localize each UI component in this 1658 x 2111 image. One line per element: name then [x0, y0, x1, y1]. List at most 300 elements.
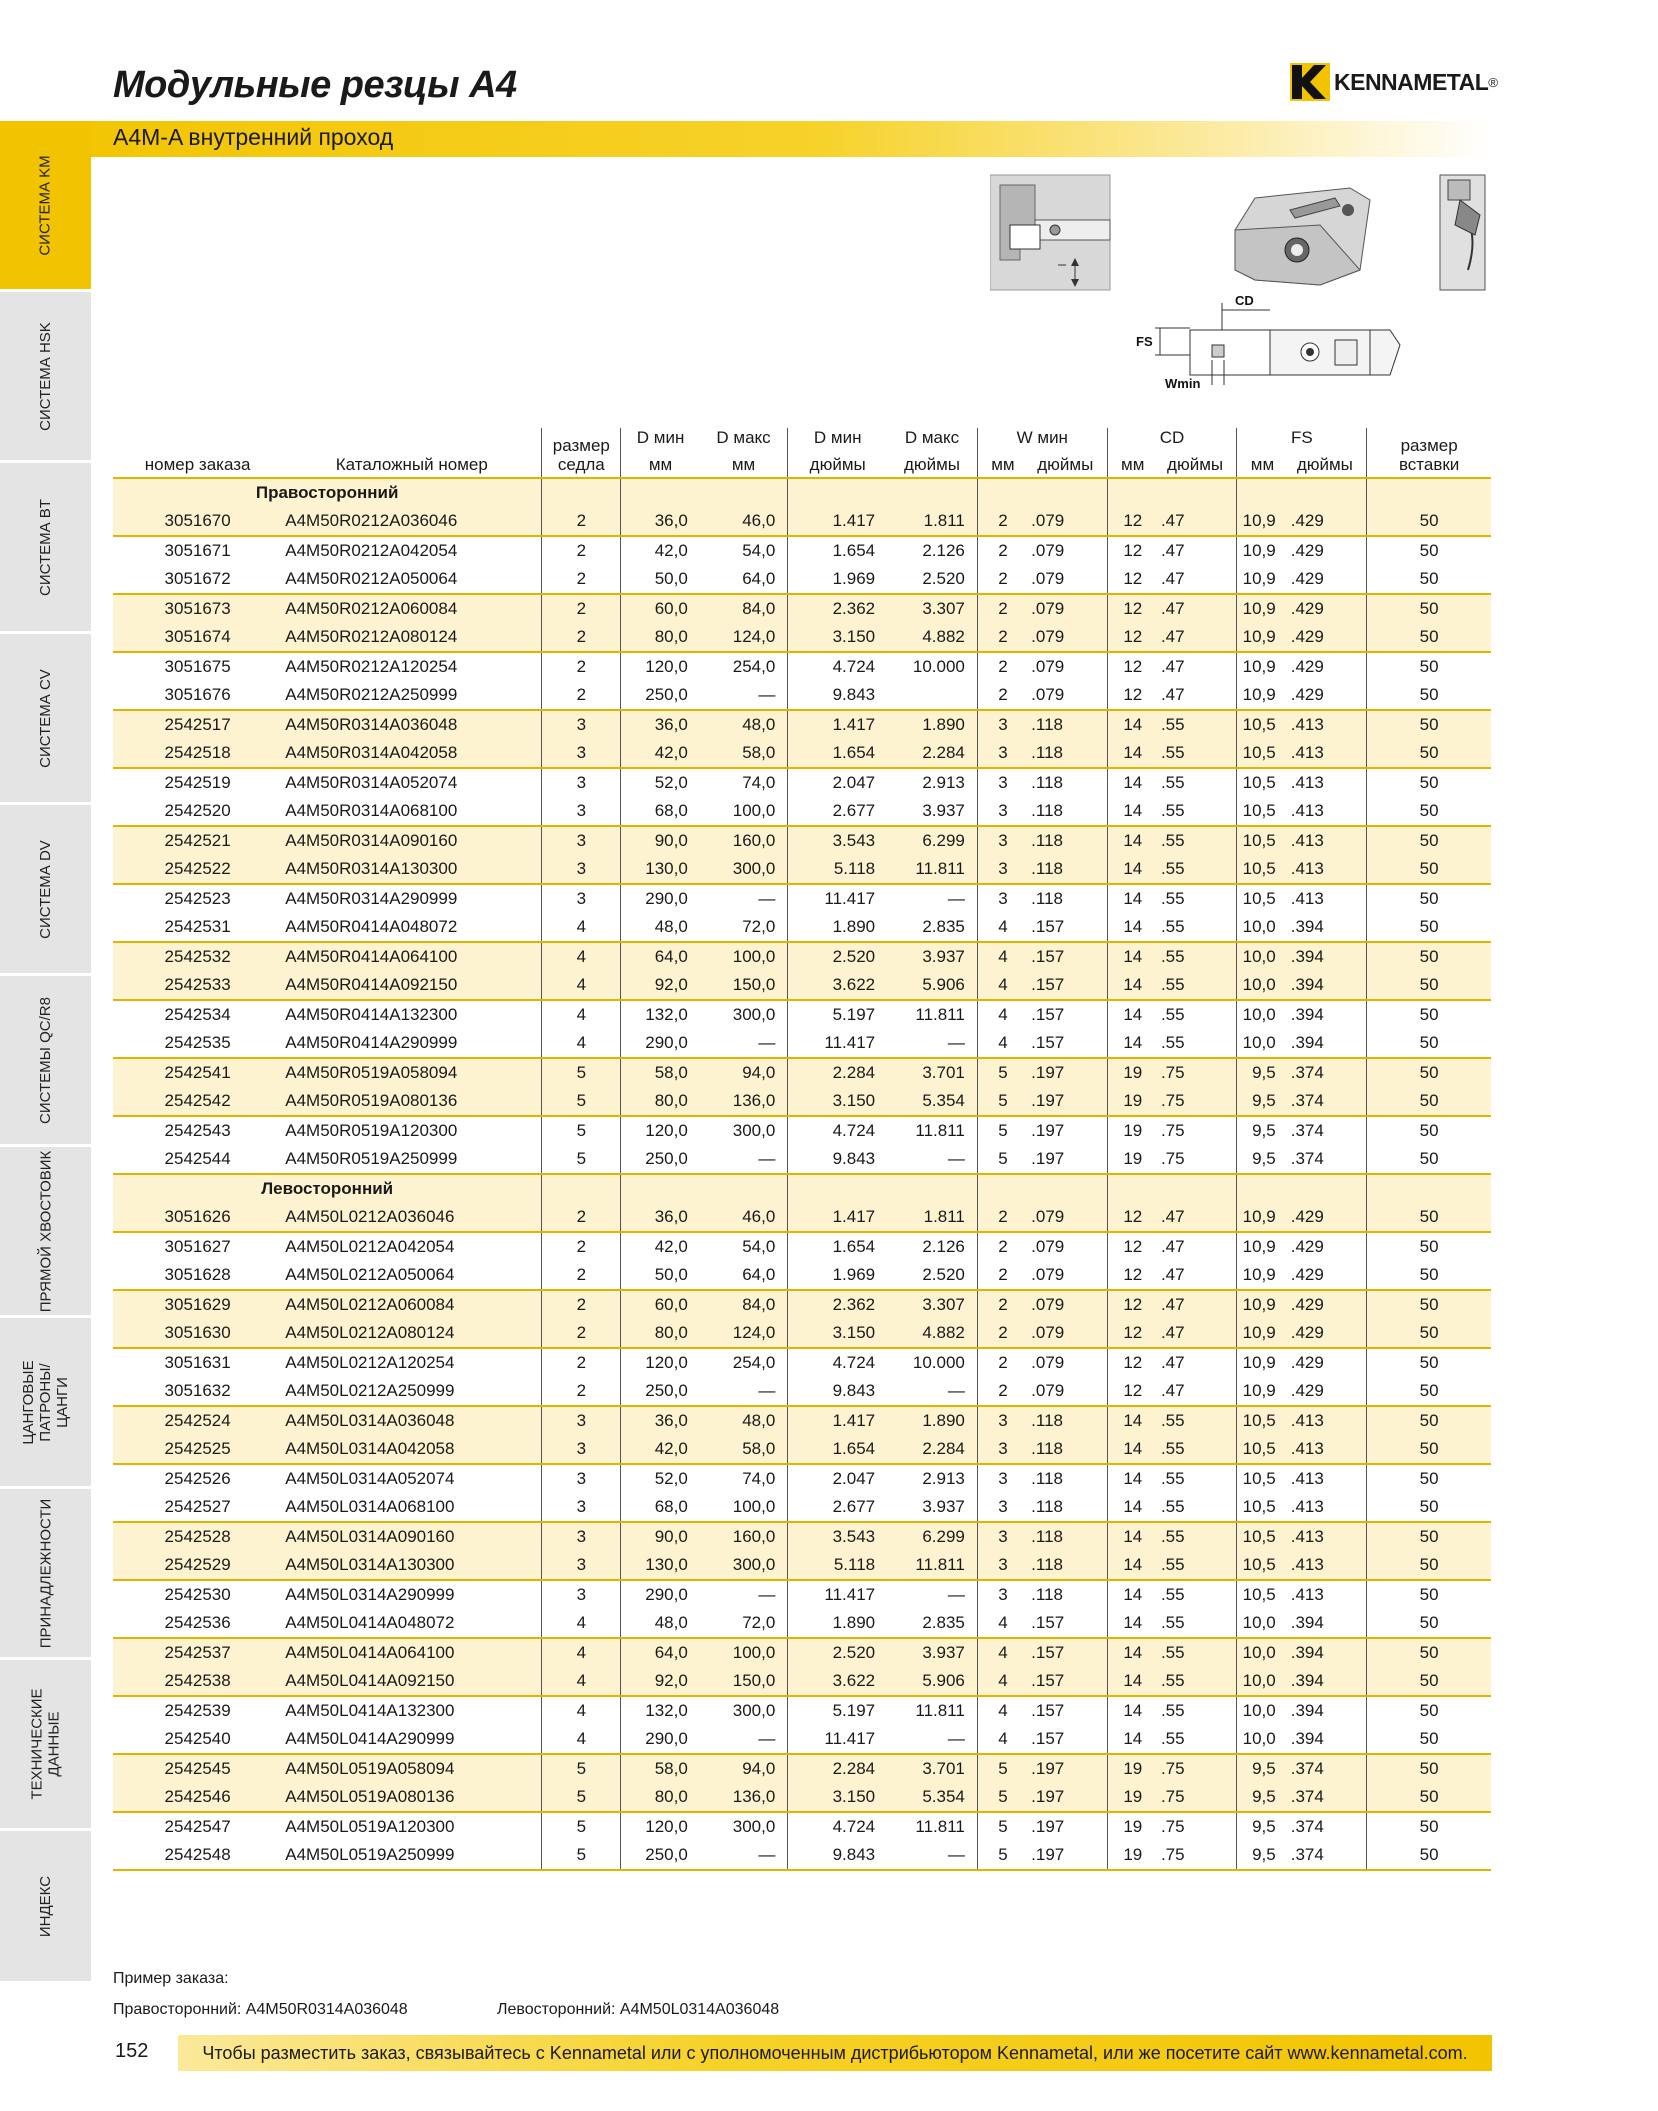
- dmin-in: 1.890: [788, 1609, 887, 1638]
- fs-in: .394: [1288, 1029, 1367, 1058]
- cd-in: .75: [1158, 1754, 1237, 1783]
- table-row: [113, 739, 1491, 768]
- dmax-mm: 254,0: [732, 1353, 776, 1372]
- table-row: [113, 1435, 1491, 1464]
- table-row: [113, 855, 1491, 884]
- order-number: 2542547: [164, 1817, 231, 1836]
- tab-dv[interactable]: СИСТЕМА DV: [0, 805, 91, 976]
- seat-size: 4: [542, 1000, 621, 1029]
- dmin-in: 2.677: [788, 797, 887, 826]
- dmin-in: 3.150: [788, 623, 887, 652]
- fs-in: .429: [1288, 1261, 1367, 1290]
- cd-mm: 14: [1107, 884, 1158, 913]
- fs-mm: 10,9: [1237, 565, 1288, 594]
- dmin-in: 5.197: [788, 1696, 887, 1725]
- dmin-in: 1.417: [788, 507, 887, 536]
- dmax-in: —: [887, 1841, 977, 1870]
- dmin-mm: 48,0: [621, 1609, 700, 1638]
- w-in: .118: [1028, 1551, 1107, 1580]
- dmin-in: 3.150: [788, 1783, 887, 1812]
- header-order: номер заказа: [113, 428, 282, 478]
- dmax-mm: 84,0: [700, 1290, 788, 1319]
- table-row: [113, 1696, 1491, 1725]
- dmax-in: 6.299: [887, 826, 977, 855]
- cd-mm: 12: [1107, 1377, 1158, 1406]
- w-in: .118: [1028, 797, 1107, 826]
- fs-mm: 10,9: [1237, 594, 1288, 623]
- dmin-in: 3.150: [788, 1087, 887, 1116]
- end-view-image: [1440, 175, 1485, 290]
- seat-size: 2: [542, 681, 621, 710]
- cd-in: .47: [1158, 1261, 1237, 1290]
- tab-cv[interactable]: СИСТЕМА CV: [0, 634, 91, 805]
- table-row: [113, 536, 1491, 565]
- catalog-number: A4M50L0314A036048: [282, 1406, 542, 1435]
- w-in: .197: [1028, 1841, 1107, 1870]
- tab-accessories[interactable]: ПРИНАДЛЕЖНОСТИ: [0, 1489, 91, 1660]
- insert-size: 50: [1367, 1348, 1491, 1377]
- dmax-mm: 46,0: [700, 1203, 788, 1232]
- catalog-number: A4M50R0212A060084: [282, 594, 542, 623]
- insert-size: 50: [1367, 739, 1491, 768]
- seat-size: 3: [542, 1435, 621, 1464]
- w-in: .079: [1028, 1290, 1107, 1319]
- fs-mm: 10,0: [1237, 1029, 1288, 1058]
- insert-size: 50: [1367, 1203, 1491, 1232]
- dmax-mm: 136,0: [700, 1783, 788, 1812]
- footer-text: Чтобы разместить заказ, связывайтесь с Kennametal или с уполномоченным дистрибьютором Kennametal, или же посетите сайт www.kennametal.com.: [202, 2042, 1468, 2063]
- catalog-number: A4M50R0414A092150: [282, 971, 542, 1000]
- dmin-mm: 250,0: [621, 1145, 700, 1174]
- w-in: .118: [1031, 1469, 1063, 1488]
- fs-in: .413: [1288, 1493, 1367, 1522]
- dmax-mm: 300,0: [732, 1701, 776, 1720]
- w-mm: 5: [977, 1812, 1028, 1841]
- fs-in: .429: [1288, 1377, 1367, 1406]
- dmin-in: 11.417: [788, 1580, 887, 1609]
- dmin-mm: 90,0: [621, 826, 700, 855]
- dmax-mm: 300,0: [700, 855, 788, 884]
- cd-in: .55: [1158, 1667, 1237, 1696]
- fs-in: .413: [1290, 773, 1324, 792]
- dmax-mm: 74,0: [742, 773, 776, 792]
- dmax-in: —: [887, 1145, 977, 1174]
- table-row: [113, 1203, 1491, 1232]
- w-in: .079: [1031, 657, 1065, 676]
- fs-mm: 9,5: [1237, 1754, 1288, 1783]
- w-in: .118: [1028, 1493, 1107, 1522]
- order-number: 2542522: [113, 855, 282, 884]
- table-row: [113, 1551, 1491, 1580]
- dmax-in: 3.937: [887, 942, 977, 971]
- tab-technical-data[interactable]: ТЕХНИЧЕСКИЕ ДАННЫЕ: [0, 1660, 91, 1831]
- w-mm: 2: [977, 594, 1028, 623]
- order-number: 2542548: [113, 1841, 282, 1870]
- cd-mm: 19: [1107, 1116, 1158, 1145]
- table-row: [113, 1087, 1491, 1116]
- tab-hsk[interactable]: СИСТЕМА HSK: [0, 292, 91, 463]
- insert-size: 50: [1367, 507, 1491, 536]
- cd-mm: 14: [1107, 913, 1158, 942]
- fs-in: .413: [1288, 710, 1367, 739]
- catalog-number: A4M50L0414A290999: [282, 1725, 542, 1754]
- order-number: 2542519: [164, 773, 231, 792]
- insert-size: 50: [1367, 1000, 1491, 1029]
- seat-size: 4: [542, 1609, 621, 1638]
- cd-mm: 12: [1107, 1319, 1158, 1348]
- fs-mm: 9,5: [1237, 1812, 1288, 1841]
- insert-size: 50: [1367, 594, 1491, 623]
- cd-in: .55: [1158, 971, 1237, 1000]
- dmax-in: 11.811: [915, 1005, 965, 1024]
- dmin-in: 2.362: [788, 1290, 887, 1319]
- product-table: [113, 428, 1491, 1871]
- w-in: .118: [1028, 1406, 1107, 1435]
- order-number: 2542535: [113, 1029, 282, 1058]
- dmin-in: 5.118: [788, 855, 887, 884]
- catalog-number: A4M50R0414A064100: [282, 942, 542, 971]
- dmin-in: 2.520: [788, 942, 887, 971]
- seat-size: 2: [542, 1290, 621, 1319]
- w-mm: 2: [977, 1348, 1028, 1377]
- dmin-mm: 60,0: [621, 1290, 700, 1319]
- w-in: .118: [1028, 826, 1107, 855]
- dmax-in: 2.913: [922, 1469, 965, 1488]
- w-mm: 2: [977, 1319, 1028, 1348]
- w-mm: 2: [977, 1261, 1028, 1290]
- fs-mm: 10,9: [1237, 1348, 1288, 1377]
- cd-mm: 12: [1107, 1348, 1158, 1377]
- dmin-in: 9.843: [788, 1145, 887, 1174]
- cd-label: CD: [1235, 293, 1254, 308]
- insert-size: 50: [1367, 1783, 1491, 1812]
- insert-size: 50: [1367, 1667, 1491, 1696]
- fs-in: .394: [1288, 971, 1367, 1000]
- order-number: 2542525: [113, 1435, 282, 1464]
- dmin-in: 2.284: [788, 1754, 887, 1783]
- dmax-mm: 74,0: [742, 1469, 776, 1488]
- seat-size: 3: [542, 1406, 621, 1435]
- catalog-number: A4M50L0314A130300: [282, 1551, 542, 1580]
- fs-in: .394: [1288, 1609, 1367, 1638]
- catalog-number: A4M50L0212A050064: [282, 1261, 542, 1290]
- seat-size: 3: [542, 1522, 621, 1551]
- table-row: [113, 884, 1491, 913]
- tab-index[interactable]: ИНДЕКС: [0, 1831, 91, 1984]
- fs-in: .413: [1288, 1406, 1367, 1435]
- cd-in: .55: [1160, 1005, 1185, 1024]
- table-row: [113, 507, 1491, 536]
- seat-size: 2: [542, 1348, 621, 1377]
- cd-in: .55: [1158, 1435, 1237, 1464]
- example-right: Правосторонний: A4M50R0314A036048: [113, 2001, 408, 2018]
- cd-in: .55: [1158, 1551, 1237, 1580]
- fs-mm: 10,5: [1237, 1522, 1288, 1551]
- dmin-in: 9.843: [788, 1377, 887, 1406]
- catalog-number: A4M50R0212A080124: [282, 623, 542, 652]
- cd-mm: 12: [1107, 594, 1158, 623]
- cd-mm: 14: [1107, 1464, 1158, 1493]
- seat-size: 2: [542, 1203, 621, 1232]
- fs-mm: 10,5: [1237, 855, 1288, 884]
- dmin-mm: 120,0: [621, 1812, 700, 1841]
- seat-size: 2: [542, 623, 621, 652]
- dmin-mm: 68,0: [621, 1493, 700, 1522]
- w-in: .157: [1031, 1701, 1065, 1720]
- tab-bt[interactable]: СИСТЕМА BT: [0, 463, 91, 634]
- dmin-mm: 50,0: [621, 1261, 700, 1290]
- insert-size: 50: [1367, 1319, 1491, 1348]
- table-row: [113, 681, 1491, 710]
- order-number: 2542534: [164, 1005, 231, 1024]
- insert-size: 50: [1367, 536, 1491, 565]
- dmax-mm: 58,0: [700, 1435, 788, 1464]
- seat-size: 2: [542, 652, 621, 681]
- seat-size: 3: [542, 739, 621, 768]
- cd-mm: 19: [1107, 1087, 1158, 1116]
- fs-mm: 9,5: [1237, 1145, 1288, 1174]
- wmin-label: Wmin: [1165, 376, 1201, 391]
- cd-in: .55: [1158, 1638, 1237, 1667]
- w-mm: 2: [977, 1203, 1028, 1232]
- fs-in: .413: [1288, 1551, 1367, 1580]
- tool-drawings: [990, 170, 1510, 410]
- seat-size: 5: [542, 1087, 621, 1116]
- brand-name: KENNAMETAL: [1334, 68, 1489, 95]
- insert-size: 50: [1367, 971, 1491, 1000]
- seat-size: 5: [542, 1116, 621, 1145]
- fs-mm: 10,9: [1237, 681, 1288, 710]
- dmax-mm: —: [700, 1841, 788, 1870]
- dmin-mm: 36,0: [621, 507, 700, 536]
- page-title: Модульные резцы А4: [113, 64, 517, 106]
- w-mm: 2: [977, 565, 1028, 594]
- table-row: [113, 1841, 1491, 1870]
- dmax-mm: 254,0: [732, 657, 776, 676]
- fs-in: .394: [1290, 1701, 1324, 1720]
- dmin-mm: 36,0: [621, 710, 700, 739]
- dmin-in: 3.622: [788, 1667, 887, 1696]
- page-subtitle: A4M-A внутренний проход: [113, 124, 394, 150]
- insert-size: 50: [1367, 1812, 1491, 1841]
- w-in: .157: [1028, 942, 1107, 971]
- tab-straight-shank[interactable]: ПРЯМОЙ ХВОСТОВИК: [0, 1147, 91, 1318]
- insert-size: 50: [1367, 855, 1491, 884]
- fs-mm: 9,5: [1237, 1087, 1288, 1116]
- order-number: 3051627: [164, 1237, 231, 1256]
- dmax-in: 1.890: [887, 1406, 977, 1435]
- dmax-in: 3.937: [887, 1493, 977, 1522]
- holder-3d-image: [1235, 188, 1370, 285]
- fs-mm: 10,9: [1237, 536, 1288, 565]
- insert-size: 50: [1367, 652, 1491, 681]
- table-row: [113, 565, 1491, 594]
- dimension-drawing-image: [1136, 293, 1400, 391]
- order-number: 3051670: [113, 507, 282, 536]
- order-number: 3051631: [164, 1353, 231, 1372]
- catalog-number: A4M50L0314A090160: [282, 1522, 542, 1551]
- w-in: .118: [1028, 739, 1107, 768]
- catalog-number: A4M50L0519A120300: [285, 1817, 455, 1836]
- catalog-number: A4M50L0212A250999: [282, 1377, 542, 1406]
- dmax-mm: 64,0: [700, 1261, 788, 1290]
- catalog-number: A4M50R0314A090160: [282, 826, 542, 855]
- order-number: 2542524: [113, 1406, 282, 1435]
- seat-size: 2: [542, 1232, 621, 1261]
- fs-mm: 9,5: [1237, 1841, 1288, 1870]
- dmin-in: 2.047: [788, 1464, 887, 1493]
- dmin-in: 1.654: [788, 536, 887, 565]
- dmax-in: 1.890: [887, 710, 977, 739]
- dmin-mm: 50,0: [621, 565, 700, 594]
- dmax-mm: 94,0: [700, 1058, 788, 1087]
- dmax-in: 3.307: [887, 1290, 977, 1319]
- w-in: .118: [1028, 1522, 1107, 1551]
- insert-size: 50: [1367, 1029, 1491, 1058]
- dmax-mm: 136,0: [700, 1087, 788, 1116]
- tab-collet-chucks[interactable]: ЦАНГОВЫЕ ПАТРОНЫ/ЦАНГИ: [0, 1318, 91, 1489]
- fs-mm: 10,5: [1237, 826, 1288, 855]
- tab-km[interactable]: СИСТЕМА KM: [0, 121, 91, 292]
- fs-in: .429: [1288, 565, 1367, 594]
- dmax-mm: 48,0: [700, 710, 788, 739]
- w-mm: 5: [977, 1116, 1028, 1145]
- fs-mm: 10,9: [1237, 1377, 1288, 1406]
- dmin-mm: 130,0: [621, 855, 700, 884]
- cd-mm: 12: [1107, 536, 1158, 565]
- seat-size: 3: [542, 797, 621, 826]
- cd-in: .55: [1158, 855, 1237, 884]
- cd-in: .47: [1158, 681, 1237, 710]
- cd-in: .47: [1158, 1319, 1237, 1348]
- dmax-mm: 300,0: [732, 1121, 776, 1140]
- seat-size: 4: [542, 971, 621, 1000]
- cd-in: .47: [1158, 1290, 1237, 1319]
- order-number: 3051675: [164, 657, 231, 676]
- dmin-in: 11.417: [788, 884, 887, 913]
- table-row: [113, 797, 1491, 826]
- dmin-mm: 120,0: [621, 652, 700, 681]
- dmin-mm: 42,0: [621, 1435, 700, 1464]
- seat-size: 2: [542, 1261, 621, 1290]
- insert-size: 50: [1367, 913, 1491, 942]
- dmax-in: 5.354: [887, 1087, 977, 1116]
- insert-size: 50: [1367, 1377, 1491, 1406]
- w-mm: 5: [977, 1783, 1028, 1812]
- fs-mm: 10,5: [1237, 1435, 1288, 1464]
- fs-label: FS: [1136, 334, 1153, 349]
- w-mm: 5: [977, 1754, 1028, 1783]
- w-in: .079: [1028, 1203, 1107, 1232]
- fs-mm: 10,5: [1237, 739, 1288, 768]
- dmax-in: 3.307: [887, 594, 977, 623]
- fs-mm: 10,5: [1237, 1551, 1288, 1580]
- fs-mm: 10,9: [1237, 1290, 1288, 1319]
- fs-in: .413: [1288, 1435, 1367, 1464]
- fs-mm: 10,9: [1237, 1261, 1288, 1290]
- dmin-mm: 120,0: [621, 1116, 700, 1145]
- fs-mm: 10,0: [1237, 971, 1288, 1000]
- seat-size: 4: [542, 1696, 621, 1725]
- cd-mm: 12: [1107, 623, 1158, 652]
- dmax-mm: 100,0: [700, 942, 788, 971]
- fs-in: .413: [1288, 1522, 1367, 1551]
- table-row: [113, 1609, 1491, 1638]
- cd-mm: 12: [1107, 1203, 1158, 1232]
- w-mm: 2: [977, 1377, 1028, 1406]
- w-in: .118: [1028, 855, 1107, 884]
- dmin-mm: 290,0: [621, 1029, 700, 1058]
- cd-mm: 14: [1107, 1696, 1158, 1725]
- catalog-number: A4M50R0212A250999: [282, 681, 542, 710]
- fs-mm: 10,5: [1237, 768, 1288, 797]
- insert-size: 50: [1367, 1580, 1491, 1609]
- order-number: 2542532: [113, 942, 282, 971]
- w-mm: 3: [977, 710, 1028, 739]
- catalog-number: A4M50R0314A290999: [285, 889, 458, 908]
- cd-in: .55: [1158, 1725, 1237, 1754]
- w-mm: 2: [977, 681, 1028, 710]
- tab-qc-r8[interactable]: СИСТЕМЫ QC/R8: [0, 976, 91, 1147]
- table-row: [113, 1464, 1491, 1493]
- w-in: .157: [1028, 1609, 1107, 1638]
- cd-in: .75: [1158, 1058, 1237, 1087]
- cd-mm: 12: [1107, 1232, 1158, 1261]
- seat-size: 4: [542, 1029, 621, 1058]
- cd-in: .55: [1158, 739, 1237, 768]
- fs-in: .374: [1290, 1817, 1324, 1836]
- order-number: 2542526: [164, 1469, 231, 1488]
- catalog-number: A4M50L0314A068100: [282, 1493, 542, 1522]
- insert-size: 50: [1367, 1116, 1491, 1145]
- fs-in: .429: [1288, 594, 1367, 623]
- fs-mm: 10,0: [1237, 1667, 1288, 1696]
- catalog-number: A4M50R0314A068100: [282, 797, 542, 826]
- order-number: 2542546: [113, 1783, 282, 1812]
- table-row: [113, 1058, 1491, 1087]
- cd-in: .75: [1158, 1783, 1237, 1812]
- dmax-mm: 58,0: [700, 739, 788, 768]
- header-fs: FS мм дюймы: [1237, 428, 1367, 478]
- dmax-mm: 300,0: [700, 1551, 788, 1580]
- cd-in: .75: [1158, 1087, 1237, 1116]
- dmax-in: 11.811: [915, 1121, 965, 1140]
- dmin-in: 1.969: [788, 1261, 887, 1290]
- cd-mm: 14: [1107, 1406, 1158, 1435]
- dmin-mm: 290,0: [621, 1580, 700, 1609]
- cd-in: .55: [1158, 797, 1237, 826]
- fs-in: .374: [1290, 1121, 1324, 1140]
- dmax-in: 11.811: [887, 855, 977, 884]
- fs-in: .429: [1290, 657, 1324, 676]
- cd-in: .75: [1160, 1121, 1185, 1140]
- cd-in: .47: [1160, 541, 1185, 560]
- cd-in: .55: [1160, 1469, 1185, 1488]
- table-row: [113, 1319, 1491, 1348]
- dmax-mm: 94,0: [700, 1754, 788, 1783]
- catalog-number: A4M50R0314A130300: [282, 855, 542, 884]
- order-number: 2542536: [113, 1609, 282, 1638]
- cd-in: .75: [1160, 1817, 1185, 1836]
- dmax-in: —: [887, 1377, 977, 1406]
- insert-size: 50: [1367, 1232, 1491, 1261]
- fs-in: .429: [1288, 1290, 1367, 1319]
- dmax-in: 6.299: [887, 1522, 977, 1551]
- fs-in: .394: [1288, 1725, 1367, 1754]
- order-number: 2542517: [113, 710, 282, 739]
- cd-mm: 19: [1107, 1812, 1158, 1841]
- cd-mm: 14: [1107, 1551, 1158, 1580]
